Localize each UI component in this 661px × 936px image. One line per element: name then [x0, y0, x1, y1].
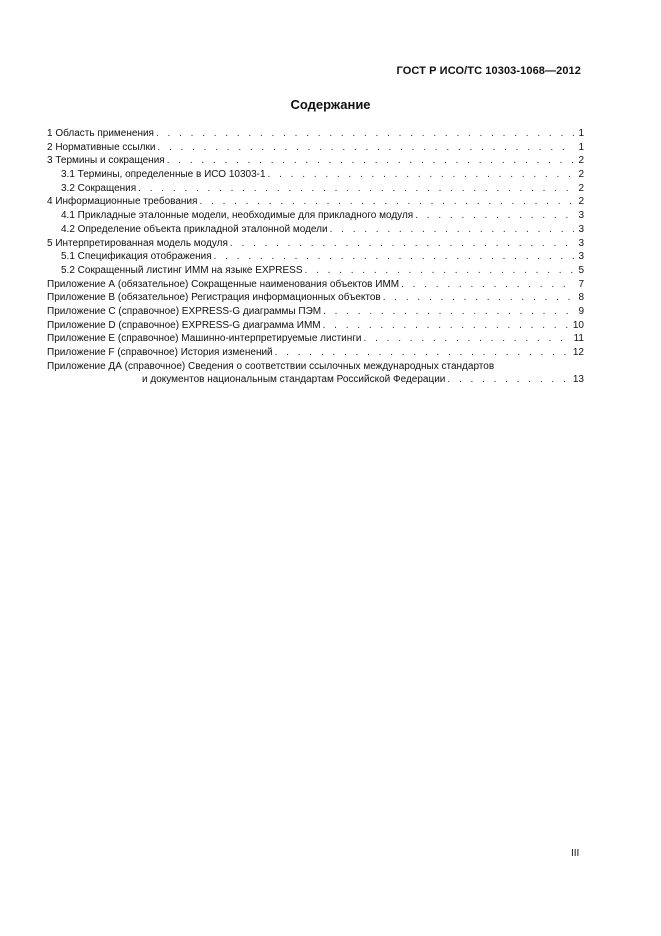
dot-leader — [305, 264, 574, 278]
toc-entry[interactable] — [47, 141, 584, 155]
dot-leader — [415, 209, 574, 223]
dot-leader — [214, 250, 574, 264]
toc-entry-page: 8 — [578, 292, 584, 304]
dot-leader — [275, 346, 571, 360]
toc-subentry[interactable] — [47, 182, 584, 196]
toc-entry-page: 10 — [572, 319, 584, 331]
toc-entry[interactable] — [47, 278, 584, 292]
toc-subentry[interactable] — [47, 168, 584, 182]
toc-entry-page: 7 — [578, 278, 584, 290]
toc-entry[interactable] — [47, 195, 584, 209]
toc-entry-text: 5.1 Спецификация отображения — [61, 251, 212, 263]
page-number: III — [571, 848, 580, 859]
dot-leader — [364, 332, 572, 346]
toc-entry[interactable] — [47, 291, 584, 305]
toc-title: Содержание — [290, 97, 371, 112]
toc-subentry[interactable] — [47, 223, 584, 237]
toc-entry-text: 3 Термины и сокращения — [47, 155, 165, 167]
dot-leader — [230, 237, 574, 251]
dot-leader — [330, 223, 574, 237]
toc-entry-text: Приложение А (обязательное) Сокращенные наименования объектов ИММ — [47, 278, 400, 290]
toc-entry-page: 2 — [578, 169, 584, 181]
toc-entry-page: 2 — [578, 155, 584, 167]
toc-entry-text: и документов национальным стандартам Российской Федерации — [142, 374, 446, 386]
toc-subentry[interactable] — [47, 209, 584, 223]
dot-leader — [323, 305, 574, 319]
dot-leader — [138, 182, 574, 196]
toc-entry-text: Приложение В (обязательное) Регистрация информационных объектов — [47, 292, 381, 304]
toc-entry-page: 1 — [578, 141, 584, 153]
toc-entry-page: 3 — [578, 251, 584, 263]
document-code: ГОСТ Р ИСО/ТС 10303-1068—2012 — [396, 65, 581, 77]
dot-leader — [323, 319, 571, 333]
toc-entry-text: 3.2 Сокращения — [61, 182, 137, 194]
toc-entry-page: 5 — [578, 264, 584, 276]
toc-entry[interactable] — [47, 305, 584, 319]
table-of-contents — [47, 127, 584, 387]
toc-entry-annex-da-line2[interactable] — [47, 373, 584, 387]
toc-entry-page: 1 — [578, 128, 584, 139]
toc-entry-text: Приложение С (справочное) EXPRESS-G диаграммы ПЭМ — [47, 305, 322, 317]
toc-entry-page: 12 — [572, 347, 584, 358]
dot-leader — [383, 291, 574, 305]
dot-leader — [447, 373, 570, 387]
dot-leader — [167, 154, 574, 168]
dot-leader — [157, 141, 574, 155]
dot-leader — [156, 127, 574, 141]
toc-entry-page: 2 — [578, 182, 584, 194]
toc-entry-text: 3.1 Термины, определенные в ИСО 10303-1 — [61, 169, 266, 181]
toc-entry[interactable] — [47, 346, 584, 360]
toc-entry-text: 5 Интерпретированная модель модуля — [47, 237, 228, 249]
toc-entry[interactable] — [47, 154, 584, 168]
toc-entry-text: 4.1 Прикладные эталонные модели, необходимые для прикладного модуля — [61, 210, 414, 222]
toc-entry-page: 3 — [578, 210, 584, 222]
toc-entry-text: Приложение F (справочное) История изменений — [47, 347, 273, 358]
toc-entry-text: Приложение ДА (справочное) Сведения о соответствии ссылочных международных стандартов — [47, 360, 495, 372]
dot-leader — [199, 195, 574, 209]
toc-entry-page: 2 — [578, 196, 584, 208]
toc-entry-text: 4.2 Определение объекта прикладной эталонной модели — [61, 223, 328, 235]
toc-entry-page: 9 — [578, 305, 584, 317]
toc-entry-text: 5.2 Сокращенный листинг ИММ на языке EXPRESS — [61, 264, 303, 276]
toc-entry-text: Приложение D (справочное) EXPRESS-G диаграмма ИММ — [47, 319, 321, 331]
toc-entry[interactable] — [47, 237, 584, 251]
toc-subentry[interactable] — [47, 250, 584, 264]
toc-entry-text: Приложение Е (справочное) Машинно-интерпретируемые листинги — [47, 333, 362, 345]
toc-subentry[interactable] — [47, 264, 584, 278]
toc-entry[interactable] — [47, 319, 584, 333]
dot-leader — [401, 278, 574, 292]
toc-entry-page: 3 — [578, 223, 584, 235]
dot-leader — [268, 168, 574, 182]
toc-entry-text: 4 Информационные требования — [47, 196, 198, 208]
toc-entry[interactable] — [47, 127, 584, 141]
toc-entry-text: 1 Область применения — [47, 128, 154, 139]
toc-entry[interactable] — [47, 332, 584, 346]
toc-entry-text: 2 Нормативные ссылки — [47, 141, 156, 153]
toc-entry-page: 11 — [573, 333, 584, 345]
toc-entry-page: 13 — [572, 374, 584, 386]
toc-entry-annex-da-line1[interactable] — [47, 360, 584, 374]
toc-entry-page: 3 — [578, 237, 584, 249]
